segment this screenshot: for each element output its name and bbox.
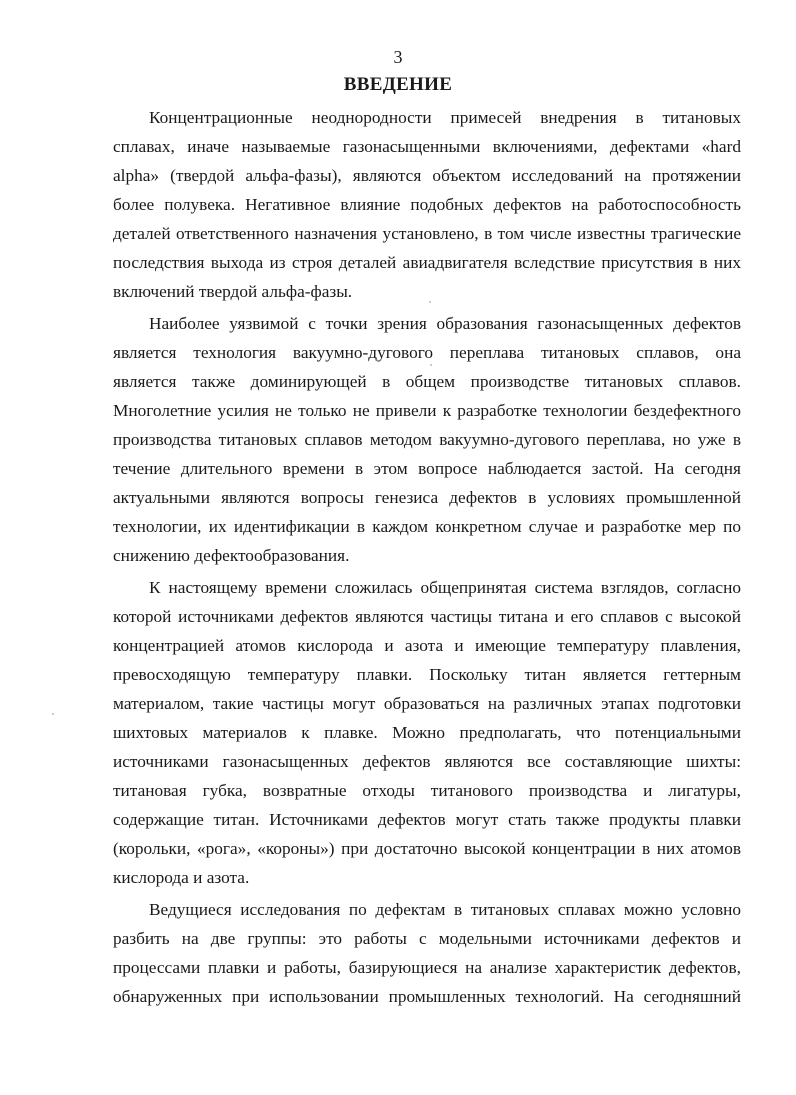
text-line: кислорода и азота. (113, 868, 250, 887)
paragraph-1 (113, 103, 741, 306)
document-body (113, 103, 741, 1011)
text-line: материалом, такие частицы могут образоваться на различных этапах подготовки (113, 694, 741, 713)
text-line: разбить на две группы: это работы с модельными источниками дефектов и (113, 929, 741, 948)
text-line: шихтовых материалов к плавке. Можно предполагать, что потенциальными (113, 723, 741, 742)
text-line: содержащие титан. Источниками дефектов могут стать также продукты плавки (113, 810, 741, 829)
text-line: производства титановых сплавов методом вакуумно-дугового переплава, но уже в (113, 430, 741, 449)
text-line: концентрацией атомов кислорода и азота и имеющие температуру плавления, (113, 636, 741, 655)
text-line: снижению дефектообразования. (113, 546, 350, 565)
scan-speck (429, 301, 431, 303)
text-line: актуальными являются вопросы генезиса дефектов в условиях промышленной (113, 488, 741, 507)
text-line: alpha» (твердой альфа-фазы), являются объектом исследований на протяжении (113, 166, 741, 185)
text-line: которой источниками дефектов являются частицы титана и его сплавов с высокой (113, 607, 741, 626)
text-line: титановая губка, возвратные отходы титанового производства и лигатуры, (113, 781, 741, 800)
text-line: превосходящую температуру плавки. Поскольку титан является геттерным (113, 665, 741, 684)
text-line: течение длительного времени в этом вопросе наблюдается застой. На сегодня (113, 459, 741, 478)
text-line: Многолетние усилия не только не привели к разработке технологии бездефектного (113, 401, 741, 420)
paragraph-4 (113, 895, 741, 1011)
text-line: источниками газонасыщенных дефектов являются все составляющие шихты: (113, 752, 741, 771)
page-number: 3 (393, 47, 403, 67)
scan-speck (430, 364, 432, 366)
text-line: процессами плавки и работы, базирующиеся на анализе характеристик дефектов, (113, 958, 741, 977)
text-line: Ведущиеся исследования по дефектам в титановых сплавах можно условно (149, 900, 741, 919)
text-line: Наиболее уязвимой с точки зрения образования газонасыщенных дефектов (149, 314, 741, 333)
paragraph-2 (113, 309, 741, 570)
page-title: ВВЕДЕНИЕ (343, 74, 453, 95)
scan-speck (52, 713, 54, 715)
text-line: обнаруженных при использовании промышленных технологий. На сегодняшний (113, 987, 741, 1006)
text-line: более полувека. Негативное влияние подобных дефектов на работоспособность (113, 195, 741, 214)
text-line: К настоящему времени сложилась общепринятая система взглядов, согласно (149, 578, 741, 597)
text-line: является также доминирующей в общем производстве титановых сплавов. (113, 372, 741, 391)
text-line: Концентрационные неоднородности примесей внедрения в титановых (149, 108, 741, 127)
text-line: последствия выхода из строя деталей авиадвигателя вследствие присутствия в них (113, 253, 741, 272)
paragraph-3 (113, 573, 741, 892)
text-line: сплавах, иначе называемые газонасыщенными включениями, дефектами «hard (113, 137, 741, 156)
text-line: является технология вакуумно-дугового переплава титановых сплавов, она (113, 343, 741, 362)
text-line: деталей ответственного назначения установлено, в том числе известны трагические (113, 224, 741, 243)
text-line: технологии, их идентификации в каждом конкретном случае и разработке мер по (113, 517, 741, 536)
text-line: (корольки, «рога», «короны») при достаточно высокой концентрации в них атомов (113, 839, 741, 858)
text-line: включений твердой альфа-фазы. (113, 282, 353, 301)
